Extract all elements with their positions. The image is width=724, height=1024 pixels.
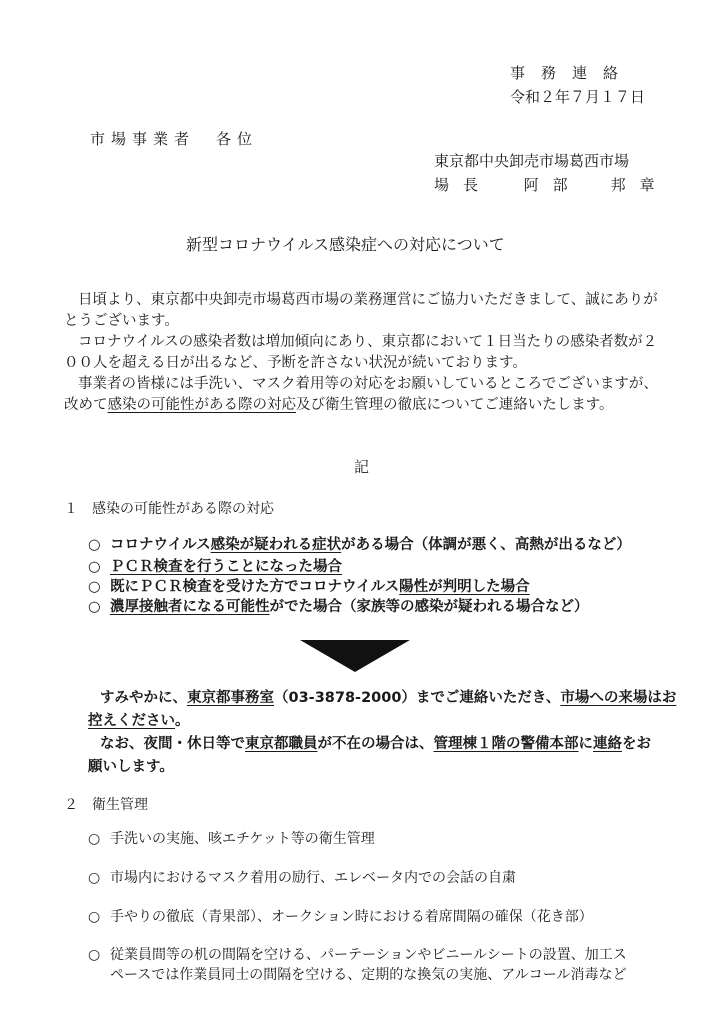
intro-paragraph-2-line-1: コロナウイルスの感染者数は増加傾向にあり、東京都において１日当たりの感染者数が２ bbox=[78, 334, 658, 350]
contact-line-1 bbox=[100, 686, 676, 707]
contact-text-3: に bbox=[578, 736, 593, 752]
sender-organization: 東京都中央卸売市場葛西市場 bbox=[434, 152, 630, 170]
intro-paragraph-1-line-1: 日頃より、東京都中央卸売市場葛西市場の業務運営にご協力いただきまして、誠にありが bbox=[78, 292, 658, 308]
item-underlined: 感染が疑われる症状 bbox=[210, 537, 342, 553]
down-arrow-icon bbox=[300, 640, 410, 674]
intro-paragraph-3-line-1: 事業者の皆様には手洗い、マスク着用等の対応をお願いしているところでございますが、 bbox=[78, 376, 658, 392]
contact-refrain-underlined: 市場への来場はお bbox=[560, 690, 677, 706]
circle-bullet-icon: ○ bbox=[88, 831, 101, 847]
contact-text-4: をお bbox=[622, 736, 651, 752]
section-1-item-3 bbox=[88, 575, 530, 596]
contact-line-2 bbox=[88, 709, 190, 730]
contact-text-2: が不在の場合は、 bbox=[317, 736, 434, 752]
item-text: コロナウイルス bbox=[110, 537, 211, 553]
circle-bullet-icon: ○ bbox=[88, 537, 101, 553]
intro-p3-underlined: 感染の可能性がある際の対応 bbox=[107, 397, 296, 413]
sender-title: 場長 bbox=[434, 176, 493, 194]
contact-office-underlined: 東京都事務室 bbox=[187, 690, 274, 706]
intro-paragraph-2-line-2: ００人を超える日が出るなど、予断を許さない状況が続いております。 bbox=[64, 355, 527, 371]
section-2-heading: ２ 衛生管理 bbox=[64, 797, 148, 813]
item-underlined: 陽性が判明した場合 bbox=[399, 579, 530, 595]
section-2-item-2 bbox=[88, 867, 516, 887]
contact-text: なお、夜間・休日等で bbox=[100, 736, 245, 752]
item-text-2: がでた場合（家族等の感染が疑われる場合など） bbox=[269, 599, 589, 615]
contact-period: 。 bbox=[175, 713, 190, 729]
ki-marker: 記 bbox=[354, 458, 370, 476]
section-1-item-2 bbox=[88, 555, 342, 576]
item-text-2: がある場合（体調が悪く、高熱が出るなど） bbox=[341, 537, 631, 553]
intro-paragraph-1-line-2: とうございます。 bbox=[64, 313, 179, 329]
item-text: 手やりの徹底（青果部）、オークション時における着席間隔の確保（花き部） bbox=[110, 909, 593, 925]
item-text: 手洗いの実施、咳エチケット等の衛生管理 bbox=[110, 831, 375, 847]
section-1-item-4 bbox=[88, 595, 589, 616]
contact-notify-underlined: 連絡 bbox=[593, 736, 622, 752]
circle-bullet-icon: ○ bbox=[88, 909, 101, 925]
intro-p3-post: 及び衛生管理の徹底についてご連絡いたします。 bbox=[296, 397, 614, 413]
section-2-item-4 bbox=[88, 944, 627, 964]
section-1-heading: １ 感染の可能性がある際の対応 bbox=[64, 501, 274, 517]
item-text: 従業員間等の机の間隔を空ける、パーテーションやビニールシートの設置、加工ス bbox=[110, 947, 627, 963]
document-type: 事務連絡 bbox=[510, 64, 635, 82]
recipient: 市場事業者 各位 bbox=[90, 130, 259, 148]
item-underlined: ＰＣＲ検査を行うことになった場合 bbox=[110, 559, 342, 575]
intro-paragraph-3-line-2 bbox=[64, 395, 674, 416]
sender-signature bbox=[434, 174, 669, 195]
section-1-item-1 bbox=[88, 533, 631, 554]
contact-security-underlined: 管理棟１階の警備本部 bbox=[433, 736, 579, 752]
circle-bullet-icon: ○ bbox=[88, 579, 101, 595]
document-title: 新型コロナウイルス感染症への対応について bbox=[186, 235, 505, 254]
contact-text: すみやかに、 bbox=[100, 690, 187, 706]
intro-body bbox=[64, 290, 674, 416]
circle-bullet-icon: ○ bbox=[88, 870, 101, 886]
item-text: 既にＰＣＲ検査を受けた方でコロナウイルス bbox=[110, 579, 400, 595]
contact-refrain-underlined-2: 控えください bbox=[88, 713, 175, 729]
contact-staff-underlined: 東京都職員 bbox=[245, 736, 318, 752]
item-text: 市場内におけるマスク着用の励行、エレベータ内での会話の自粛 bbox=[110, 870, 516, 886]
contact-line-4: 願いします。 bbox=[88, 759, 174, 775]
sender-name: 阿部 邦章 bbox=[523, 176, 669, 194]
section-2-item-4-continued: ペースでは作業員同士の間隔を空ける、定期的な換気の実施、アルコール消毒など bbox=[110, 967, 627, 983]
section-2-item-3 bbox=[88, 906, 593, 926]
circle-bullet-icon: ○ bbox=[88, 599, 101, 615]
item-underlined: 濃厚接触者になる可能性 bbox=[110, 599, 270, 615]
circle-bullet-icon: ○ bbox=[88, 947, 101, 963]
document-date: 令和２年７月１７日 bbox=[510, 88, 646, 106]
section-2-item-1 bbox=[88, 828, 375, 848]
circle-bullet-icon: ○ bbox=[88, 559, 101, 575]
intro-p3-pre: 改めて bbox=[64, 397, 108, 413]
contact-line-3 bbox=[100, 732, 651, 753]
contact-phone: （03-3878-2000）までご連絡いただき、 bbox=[274, 690, 561, 706]
